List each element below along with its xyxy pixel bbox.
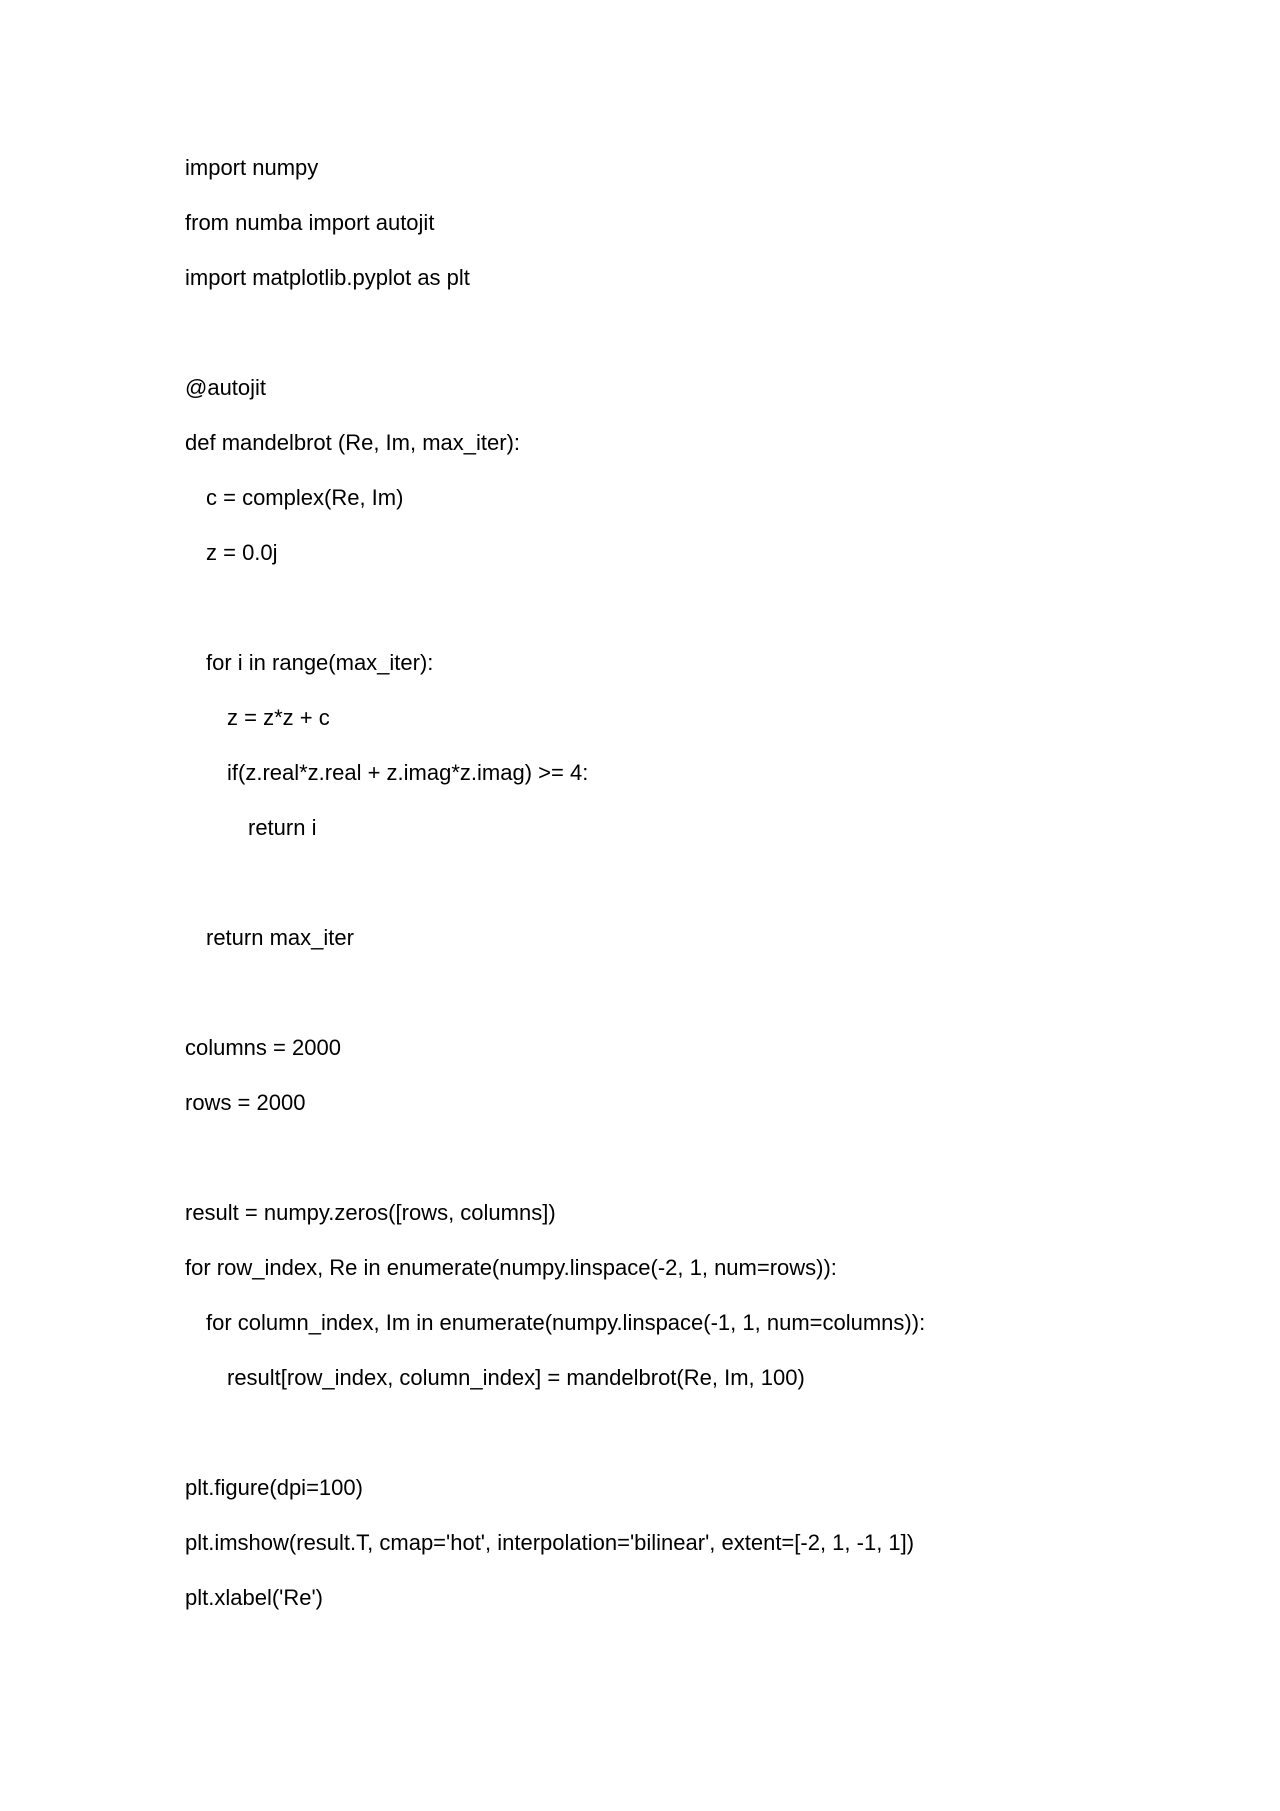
code-line: return i xyxy=(248,815,317,840)
code-line: for i in range(max_iter): xyxy=(206,650,434,675)
code-line: z = z*z + c xyxy=(227,705,330,730)
blank-line xyxy=(185,868,1185,923)
code-line: import numpy xyxy=(185,155,319,180)
code-line: import matplotlib.pyplot as plt xyxy=(185,265,470,290)
code-line: return max_iter xyxy=(206,925,354,950)
code-line: rows = 2000 xyxy=(185,1090,306,1115)
blank-line xyxy=(185,1143,1185,1198)
code-line: def mandelbrot (Re, Im, max_iter): xyxy=(185,430,521,455)
code-line: plt.figure(dpi=100) xyxy=(185,1475,363,1500)
blank-line xyxy=(185,318,1185,373)
code-line: plt.imshow(result.T, cmap='hot', interpolation='bilinear', extent=[-2, 1, -1, 1]) xyxy=(185,1530,915,1555)
code-line: columns = 2000 xyxy=(185,1035,341,1060)
code-line: if(z.real*z.real + z.imag*z.imag) >= 4: xyxy=(227,760,589,785)
blank-line xyxy=(185,978,1185,1033)
blank-line xyxy=(185,1418,1185,1473)
code-listing xyxy=(185,153,1185,1638)
code-line: for column_index, Im in enumerate(numpy.linspace(-1, 1, num=columns)): xyxy=(206,1310,926,1335)
code-line: result = numpy.zeros([rows, columns]) xyxy=(185,1200,556,1225)
code-line: from numba import autojit xyxy=(185,210,435,235)
blank-line xyxy=(185,593,1185,648)
code-line: plt.xlabel('Re') xyxy=(185,1585,324,1610)
code-line: z = 0.0j xyxy=(206,540,278,565)
code-line: result[row_index, column_index] = mandelbrot(Re, Im, 100) xyxy=(227,1365,805,1390)
code-line: c = complex(Re, Im) xyxy=(206,485,404,510)
code-line: @autojit xyxy=(185,375,267,400)
code-line: for row_index, Re in enumerate(numpy.linspace(-2, 1, num=rows)): xyxy=(185,1255,837,1280)
